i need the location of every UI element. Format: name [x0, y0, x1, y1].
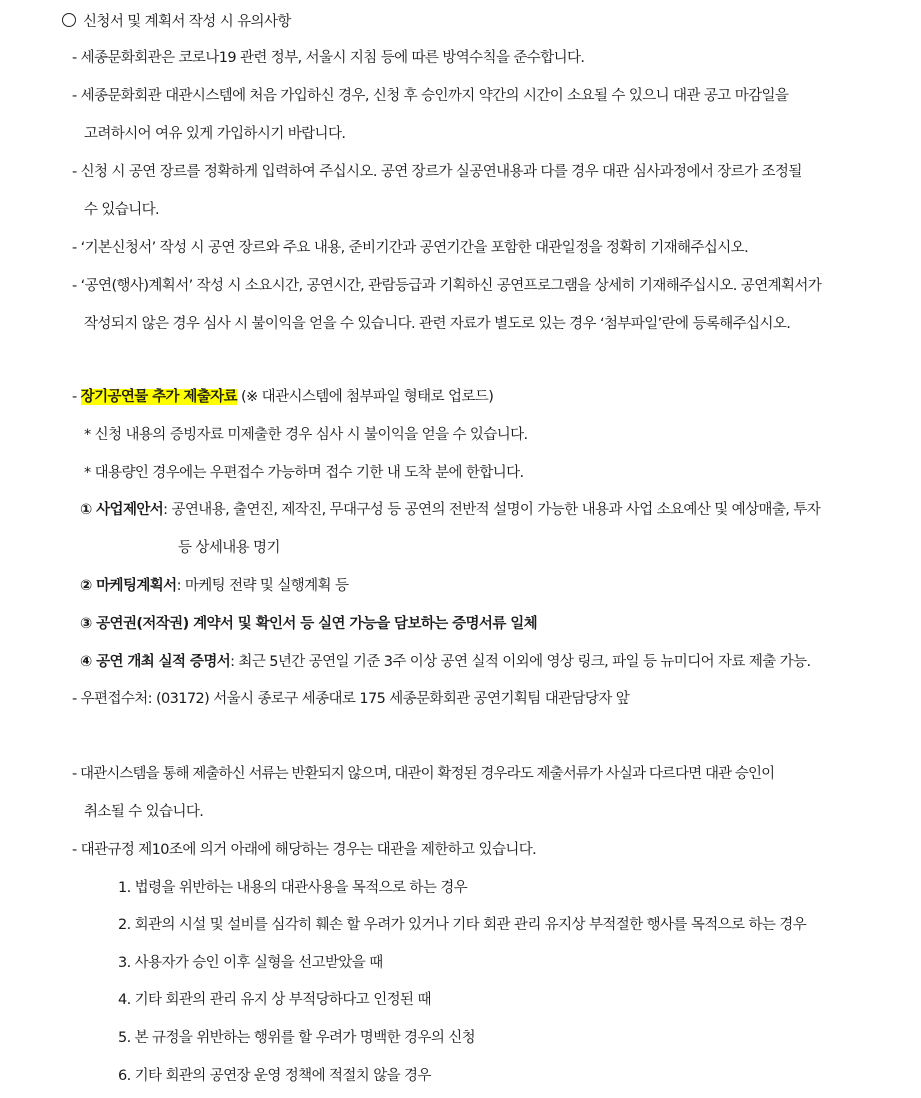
document-item	[80, 614, 537, 634]
note-line: - ‘공연(행사)계획서’ 작성 시 소요시간, 공연시간, 관람등급과 기획하신 공연프로그램을 상세히 기재해주십시오. 공연계획서가	[72, 278, 822, 294]
document-item-text: : 공연내용, 출연진, 제작진, 무대구성 등 공연의 전반적 설명이 가능한 내용과 사업 소요예산 및 예상매출, 투자	[163, 502, 821, 518]
star-note: * 신청 내용의 증빙자료 미제출한 경우 심사 시 불이익을 얻을 수 있습니다.	[84, 427, 528, 443]
note-line: 고려하시어 여유 있게 가입하시기 바랍니다.	[84, 126, 346, 142]
note-line: 작성되지 않은 경우 심사 시 불이익을 얻을 수 있습니다. 관련 자료가 별도로 있는 경우 ‘첨부파일’란에 등록해주십시오.	[84, 316, 791, 332]
section-heading-text: 신청서 및 계획서 작성 시 유의사항	[83, 14, 291, 30]
note-line: - ‘기본신청서’ 작성 시 공연 장르와 주요 내용, 준비기간과 공연기간을 포함한 대관일정을 정확히 기재해주십시오.	[72, 240, 749, 256]
document-item-label: ① 사업제안서	[80, 502, 164, 518]
rule-line: 취소될 수 있습니다.	[84, 804, 204, 820]
document-item	[80, 652, 811, 672]
long-run-note: (※ 대관시스템에 첨부파일 형태로 업로드)	[241, 389, 494, 405]
note-line: - 세종문화회관 대관시스템에 처음 가입하신 경우, 신청 후 승인까지 약간의 시간이 소요될 수 있으니 대관 공고 마감일을	[72, 88, 789, 104]
restriction-item: 6. 기타 회관의 공연장 운영 정책에 적절치 않을 경우	[118, 1068, 431, 1084]
rule-line: - 대관시스템을 통해 제출하신 서류는 반환되지 않으며, 대관이 확정된 경우라도 제출서류가 사실과 다르다면 대관 승인이	[72, 766, 775, 782]
document-item-text: : 최근 5년간 공연일 기준 3주 이상 공연 실적 이외에 영상 링크, 파일 등 뉴미디어 자료 제출 가능.	[230, 654, 811, 670]
note-line: - 세종문화회관은 코로나19 관련 정부, 서울시 지침 등에 따른 방역수칙을 준수합니다.	[72, 50, 585, 66]
rule-line: - 대관규정 제10조에 의거 아래에 해당하는 경우는 대관을 제한하고 있습니다.	[72, 842, 537, 858]
long-run-dash: -	[72, 389, 77, 405]
restriction-item: 4. 기타 회관의 관리 유지 상 부적당하다고 인정된 때	[118, 992, 431, 1008]
section-heading	[62, 12, 291, 32]
document-item-continuation: 등 상세내용 명기	[178, 540, 280, 556]
restriction-item: 2. 회관의 시설 및 설비를 심각히 훼손 할 우려가 있거나 기타 회관 관리 유지상 부적절한 행사를 목적으로 하는 경우	[118, 917, 807, 933]
restriction-item: 3. 사용자가 승인 이후 실형을 선고받았을 때	[118, 955, 383, 971]
document-item-label: ② 마케팅계획서	[80, 578, 177, 594]
document-item	[80, 500, 820, 520]
mailing-address: - 우편접수처: (03172) 서울시 종로구 세종대로 175 세종문화회관 공연기획팀 대관담당자 앞	[72, 691, 630, 707]
note-line: - 신청 시 공연 장르를 정확하게 입력하여 주십시오. 공연 장르가 실공연내용과 다를 경우 대관 심사과정에서 장르가 조정될	[72, 164, 802, 180]
star-note: * 대용량인 경우에는 우편접수 가능하며 접수 기한 내 도착 분에 한합니다.	[84, 465, 524, 481]
document-item-label: ④ 공연 개최 실적 증명서	[80, 654, 231, 670]
circle-bullet-icon	[62, 13, 76, 27]
restriction-item: 5. 본 규정을 위반하는 행위를 할 우려가 명백한 경우의 신청	[118, 1030, 476, 1046]
long-run-heading	[72, 387, 493, 407]
restriction-item: 1. 법령을 위반하는 내용의 대관사용을 목적으로 하는 경우	[118, 880, 468, 896]
note-line: 수 있습니다.	[84, 202, 160, 218]
document-item-label: ③ 공연권(저작권) 계약서 및 확인서 등 실연 가능을 담보하는 증명서류 일체	[80, 616, 538, 632]
long-run-title: 장기공연물 추가 제출자료	[80, 389, 238, 405]
document-item	[80, 576, 348, 596]
document-item-text: : 마케팅 전략 및 실행계획 등	[176, 578, 349, 594]
